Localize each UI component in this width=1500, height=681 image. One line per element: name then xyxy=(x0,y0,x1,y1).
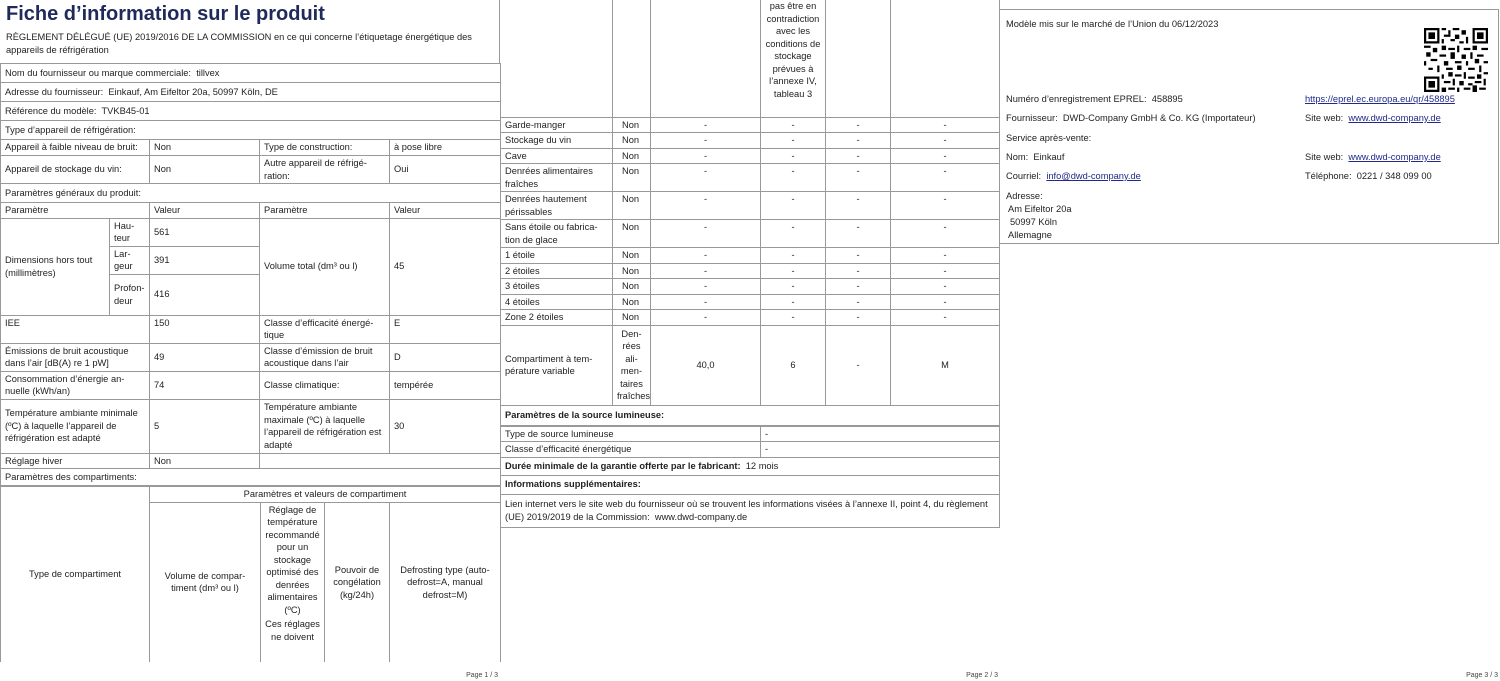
compartment-freeze: - xyxy=(826,294,891,310)
regulation-subtitle: RÈGLEMENT DÉLÉGUÉ (UE) 2019/2016 DE LA COMMISSION en ce qui concerne l’étiquetage énergétique des appareils de réfrigération xyxy=(0,26,500,63)
consumption-value: 74 xyxy=(150,371,260,399)
compartment-name: Sans étoile ou fabrication de glace xyxy=(501,220,613,248)
compartment-defrost: - xyxy=(891,263,1000,279)
compartment-row xyxy=(501,279,1000,295)
compartment-name: Zone 2 étoiles xyxy=(501,310,613,326)
light-class-label: Classe d’efficacité énergétique xyxy=(501,442,761,458)
winter-setting-label: Réglage hiver xyxy=(1,453,150,469)
page-title: Fiche d’information sur le produit xyxy=(0,0,500,26)
compartment-name: Denrées alimentaires fraîches xyxy=(501,164,613,192)
winter-setting-value: Non xyxy=(150,453,260,469)
compartment-defrost: - xyxy=(891,148,1000,164)
compartment-row xyxy=(501,294,1000,310)
variable-compartment-defrost: M xyxy=(891,325,1000,405)
compartment-freeze: - xyxy=(826,192,891,220)
service-address-line3: Allemagne xyxy=(1008,230,1052,240)
value-col-header: Valeur xyxy=(150,203,260,219)
dimensions-label: Dimensions hors tout (millimètres) xyxy=(1,218,110,315)
param-col-header: Paramètre xyxy=(1,203,150,219)
compartment-row xyxy=(501,248,1000,264)
temp-min-value: 5 xyxy=(150,399,260,453)
warranty-label: Durée minimale de la garantie offerte par le fabricant: xyxy=(505,460,741,471)
model-value: TVKB45-01 xyxy=(101,105,150,116)
page-number: Page 1 / 3 xyxy=(466,672,498,679)
compartment-volume: - xyxy=(651,117,761,133)
total-volume-label: Volume total (dm³ ou l) xyxy=(260,218,390,315)
temp-max-value: 30 xyxy=(390,399,501,453)
compartment-temp: - xyxy=(761,248,826,264)
variable-compartment-label: Compartiment à température variable xyxy=(501,325,613,405)
compartment-volume: - xyxy=(651,148,761,164)
noise-class-value: D xyxy=(390,343,501,371)
service-address-line1: Am Eifeltor 20a xyxy=(1008,204,1072,214)
additional-info-text: Lien internet vers le site web du fournisseur où se trouvent les informations visées à l’annexe II, point 4, du règlement (UE) 2019/2019 de la Commission: www.dwd-company.de xyxy=(501,494,1000,527)
model-row: Référence du modèle: TVKB45-01 xyxy=(1,102,501,121)
compartment-defrost: - xyxy=(891,310,1000,326)
product-info-table xyxy=(0,63,501,486)
noise-value: 49 xyxy=(150,343,260,371)
compartment-name: 4 étoiles xyxy=(501,294,613,310)
variable-compartment-temp: 6 xyxy=(761,325,826,405)
compartment-freeze: - xyxy=(826,164,891,192)
compartment-temp-note: Ces réglages ne doivent xyxy=(265,619,320,642)
variable-compartment-volume: 40,0 xyxy=(651,325,761,405)
compartment-temp: - xyxy=(761,310,826,326)
compartment-present: Non xyxy=(613,220,651,248)
service-name-row: Nom: Einkauf xyxy=(1006,152,1065,162)
email-row: Courriel: info@dwd-company.de xyxy=(1006,171,1141,181)
width-label: Largeur xyxy=(110,246,150,274)
compartment-name: Cave xyxy=(501,148,613,164)
service-name-value: Einkauf xyxy=(1033,152,1065,162)
wine-label: Appareil de stockage du vin: xyxy=(1,156,150,184)
temp-min-label: Température ambiante minimale (ºC) à laquelle l’appareil de réfrigération est adapté xyxy=(1,399,150,453)
compartment-name: Denrées hautement périssables xyxy=(501,192,613,220)
compartment-volume-header: Volume de compartiment (dm³ ou l) xyxy=(150,502,261,662)
compartment-temp: - xyxy=(761,220,826,248)
compartment-freeze: - xyxy=(826,248,891,264)
temp-max-label: Température ambiante maximale (ºC) à laquelle l’appareil de réfrigération est adapté xyxy=(260,399,390,453)
compartment-table xyxy=(500,0,1000,426)
compartment-defrost: - xyxy=(891,133,1000,149)
page-number: Page 3 / 3 xyxy=(1466,672,1498,679)
compartment-row xyxy=(501,133,1000,149)
compartment-freeze: - xyxy=(826,117,891,133)
compartment-volume: - xyxy=(651,164,761,192)
additional-info-url[interactable]: www.dwd-company.de xyxy=(654,511,748,522)
compartment-present: Non xyxy=(613,133,651,149)
compartment-present: Non xyxy=(613,310,651,326)
page-number: Page 2 / 3 xyxy=(966,672,998,679)
variable-compartment-freeze: - xyxy=(826,325,891,405)
light-class-value: - xyxy=(761,442,1000,458)
compartment-volume: - xyxy=(651,294,761,310)
supplier-row: Fournisseur: DWD-Company GmbH & Co. KG (Importateur) xyxy=(1006,113,1256,123)
compartment-volume: - xyxy=(651,263,761,279)
compartment-defrost: - xyxy=(891,192,1000,220)
eprel-value: 458895 xyxy=(1151,94,1183,104)
consumption-label: Consommation d’énergie annuelle (kWh/an) xyxy=(1,371,150,399)
compartment-row xyxy=(501,263,1000,279)
compartment-volume: - xyxy=(651,133,761,149)
market-date-text: Modèle mis sur le marché de l’Union du 06/12/2023 xyxy=(1006,19,1219,29)
efficiency-class-value: E xyxy=(390,315,501,343)
iee-label: IEE xyxy=(1,315,150,343)
compartment-volume: - xyxy=(651,279,761,295)
compartment-freeze: - xyxy=(826,263,891,279)
compartment-present: Non xyxy=(613,294,651,310)
compartment-present: Non xyxy=(613,192,651,220)
construction-value: à pose libre xyxy=(390,140,501,156)
depth-value: 416 xyxy=(150,274,260,315)
depth-label: Profondeur xyxy=(110,274,150,315)
compartment-present: Non xyxy=(613,279,651,295)
appliance-type-header: Type d’appareil de réfrigération: xyxy=(1,121,501,140)
wine-value: Non xyxy=(150,156,260,184)
climate-class-label: Classe climatique: xyxy=(260,371,390,399)
compartment-temp: - xyxy=(761,117,826,133)
compartment-temp-note-continued: pas être en contradiction avec les conditions de stockage prévues à l’annexe IV, tableau 3 xyxy=(761,0,826,117)
compartment-rows xyxy=(501,117,1000,325)
compartment-present: Non xyxy=(613,248,651,264)
light-type-label: Type de source lumineuse xyxy=(501,426,761,442)
value-col-header-2: Valeur xyxy=(390,203,501,219)
iee-value: 150 xyxy=(150,315,260,343)
address-value: Einkauf, Am Eifeltor 20a, 50997 Köln, DE xyxy=(108,86,278,97)
service-address-label: Adresse: xyxy=(1006,191,1043,201)
compartment-temp: - xyxy=(761,133,826,149)
compartment-params-header: Paramètres des compartiments: xyxy=(1,469,501,486)
qr-code-icon xyxy=(1424,28,1488,92)
service-website-row: Site web: www.dwd-company.de xyxy=(1305,152,1441,162)
compartment-freeze: - xyxy=(826,220,891,248)
supplier-row: Nom du fournisseur ou marque commerciale: tillvex xyxy=(1,64,501,83)
defrost-type-header: Defrosting type (auto-defrost=A, manual defrost=M) xyxy=(390,502,501,662)
supplier-info-box xyxy=(1000,9,1499,244)
variable-compartment-present: Denrées alimentaires fraîches xyxy=(613,325,651,405)
compartment-temp: - xyxy=(761,164,826,192)
compartment-defrost: - xyxy=(891,279,1000,295)
compartment-present: Non xyxy=(613,263,651,279)
compartment-temp: - xyxy=(761,148,826,164)
compartment-defrost: - xyxy=(891,164,1000,192)
email-link[interactable]: info@dwd-company.de xyxy=(1046,171,1141,181)
compartment-temp: - xyxy=(761,279,826,295)
low-noise-value: Non xyxy=(150,140,260,156)
compartment-volume: - xyxy=(651,310,761,326)
compartment-present: Non xyxy=(613,117,651,133)
compartment-values-header: Paramètres et valeurs de compartiment xyxy=(150,487,501,503)
compartment-row xyxy=(501,148,1000,164)
compartment-name: Garde-manger xyxy=(501,117,613,133)
efficiency-class-label: Classe d’efficacité énergétique xyxy=(260,315,390,343)
supplier-value: tillvex xyxy=(196,67,220,78)
general-params-header: Paramètres généraux du produit: xyxy=(1,184,501,203)
other-appliance-value: Oui xyxy=(390,156,501,184)
compartment-freeze: - xyxy=(826,310,891,326)
compartment-name: 3 étoiles xyxy=(501,279,613,295)
compartment-freeze: - xyxy=(826,148,891,164)
compartment-volume: - xyxy=(651,220,761,248)
compartment-type-header: Type de compartiment xyxy=(1,487,150,663)
compartment-name: Stockage du vin xyxy=(501,133,613,149)
phone-row: Téléphone: 0221 / 348 099 00 xyxy=(1305,171,1432,181)
compartment-row xyxy=(501,192,1000,220)
compartment-temp: - xyxy=(761,263,826,279)
compartment-row xyxy=(501,164,1000,192)
compartment-header-table xyxy=(0,486,501,662)
page-2 xyxy=(500,0,1000,681)
page-1 xyxy=(0,0,500,681)
compartment-defrost: - xyxy=(891,294,1000,310)
compartment-present: Non xyxy=(613,148,651,164)
freezing-capacity-header: Pouvoir de congélation (kg/24h) xyxy=(325,502,390,662)
eprel-row: Numéro d’enregistrement EPREL: 458895 xyxy=(1006,94,1183,104)
after-sales-header: Service après-vente: xyxy=(1006,133,1092,143)
compartment-freeze: - xyxy=(826,133,891,149)
height-label: Hauteur xyxy=(110,218,150,246)
compartment-freeze: - xyxy=(826,279,891,295)
other-appliance-label: Autre appareil de réfrigération: xyxy=(260,156,390,184)
website-link[interactable]: www.dwd-company.de xyxy=(1348,113,1441,123)
compartment-defrost: - xyxy=(891,117,1000,133)
service-website-link[interactable]: www.dwd-company.de xyxy=(1348,152,1441,162)
compartment-row xyxy=(501,117,1000,133)
additional-info-header: Informations supplémentaires: xyxy=(501,475,1000,494)
website-row: Site web: www.dwd-company.de xyxy=(1305,113,1441,123)
construction-label: Type de construction: xyxy=(260,140,390,156)
service-address-line2: 50997 Köln xyxy=(1010,217,1058,227)
light-source-header: Paramètres de la source lumineuse: xyxy=(501,405,1000,425)
compartment-temp: - xyxy=(761,294,826,310)
compartment-volume: - xyxy=(651,192,761,220)
light-type-value: - xyxy=(761,426,1000,442)
warranty-value: 12 mois xyxy=(745,460,779,471)
compartment-temp-header: Réglage de température recommandé pour un stockage optimisé des denrées alimentaires (ºC) Ces réglages ne doivent xyxy=(261,502,325,662)
compartment-row xyxy=(501,220,1000,248)
compartment-row xyxy=(501,310,1000,326)
param-col-header-2: Paramètre xyxy=(260,203,390,219)
compartment-name: 1 étoile xyxy=(501,248,613,264)
light-source-table xyxy=(500,426,1000,528)
total-volume-value: 45 xyxy=(390,218,501,315)
compartment-defrost: - xyxy=(891,248,1000,264)
compartment-present: Non xyxy=(613,164,651,192)
address-row: Adresse du fournisseur: Einkauf, Am Eifeltor 20a, 50997 Köln, DE xyxy=(1,83,501,102)
phone-value: 0221 / 348 099 00 xyxy=(1356,171,1432,181)
supplier-value: DWD-Company GmbH & Co. KG (Importateur) xyxy=(1062,113,1256,123)
page-3 xyxy=(1000,0,1500,681)
low-noise-label: Appareil à faible niveau de bruit: xyxy=(1,140,150,156)
compartment-temp: - xyxy=(761,192,826,220)
warranty-row xyxy=(501,457,1000,475)
eprel-link[interactable]: https://eprel.ec.europa.eu/qr/458895 xyxy=(1305,94,1455,104)
climate-class-value: tempérée xyxy=(390,371,501,399)
compartment-volume: - xyxy=(651,248,761,264)
width-value: 391 xyxy=(150,246,260,274)
compartment-defrost: - xyxy=(891,220,1000,248)
compartment-name: 2 étoiles xyxy=(501,263,613,279)
noise-label: Émissions de bruit acoustique dans l’air [dB(A) re 1 pW] xyxy=(1,343,150,371)
noise-class-label: Classe d’émission de bruit acoustique dans l’air xyxy=(260,343,390,371)
height-value: 561 xyxy=(150,218,260,246)
